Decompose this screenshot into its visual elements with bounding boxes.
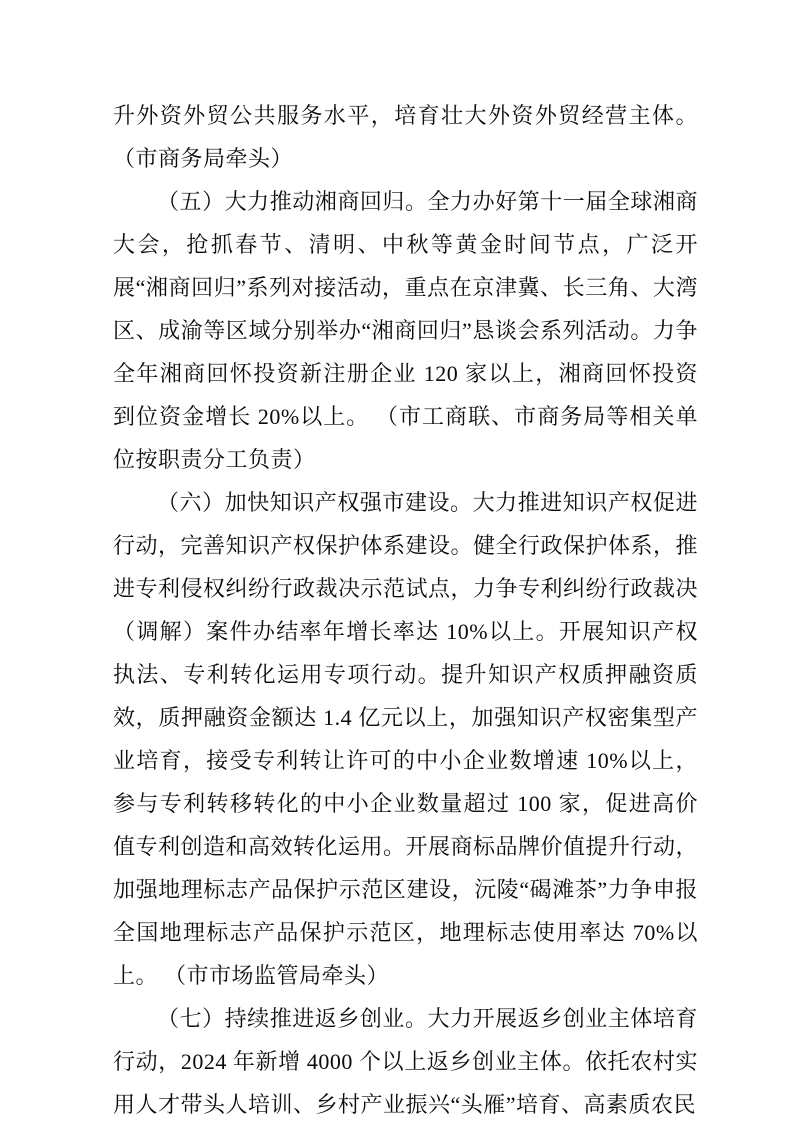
paragraph-item-7 [113,997,698,1122]
item-title: 持续推进返乡创业。 [224,1006,428,1031]
item-number: （六） [157,490,225,515]
item-number: （七） [157,1006,225,1031]
item-body-text: 全力办好第十一届全球湘商大会，抢抓春节、清明、中秋等黄金时间节点，广泛开展“湘商回归”系列对接活动，重点在京津冀、长三角、大湾区、成渝等区域分别举办“湘商回归”恳谈会系列活动。力争全年湘商回怀投资新注册企业 120 家以上，湘商回怀投资到位资金增长 20%以上。 （市工商联、市商务局等相关单位按职责分工负责） [113,189,698,472]
item-title: 加快知识产权强市建设。 [224,490,473,515]
item-title: 大力推动湘商回归。 [224,189,428,214]
paragraph-continuation: 升外资外贸公共服务水平，培育壮大外资外贸经营主体。（市商务局牵头） [113,103,698,171]
item-body-text: 大力开展返乡创业主体培育行动，2024 年新增 4000 个以上返乡创业主体。依托农村实用人才带头人培训、乡村产业振兴“头雁”培育、高素质农民 [113,1006,698,1117]
paragraph-item-6 [113,481,698,997]
item-number: （五） [157,189,225,214]
paragraph-item-5 [113,180,698,481]
item-body-text: 大力推进知识产权促进行动，完善知识产权保护体系建设。健全行政保护体系，推进专利侵权纠纷行政裁决示范试点，力争专利纠纷行政裁决（调解）案件办结率年增长率达 10%以上。开展知识产权执法、专利转化运用专项行动。提升知识产权质押融资质效，质押融资金额达 1.4 亿元以上，加强知识产权密集型产业培育，接受专利转让许可的中小企业数增速 10%以上，参与专利转移转化的中小企业数量超过 100 家，促进高价值专利创造和高效转化运用。开展商标品牌价值提升行动，加强地理标志产品保护示范区建设，沅陵“碣滩茶”力争申报全国地理标志产品保护示范区，地理标志使用率达 70%以上。 （市市场监管局牵头） [113,490,699,988]
document-body [113,94,698,1122]
